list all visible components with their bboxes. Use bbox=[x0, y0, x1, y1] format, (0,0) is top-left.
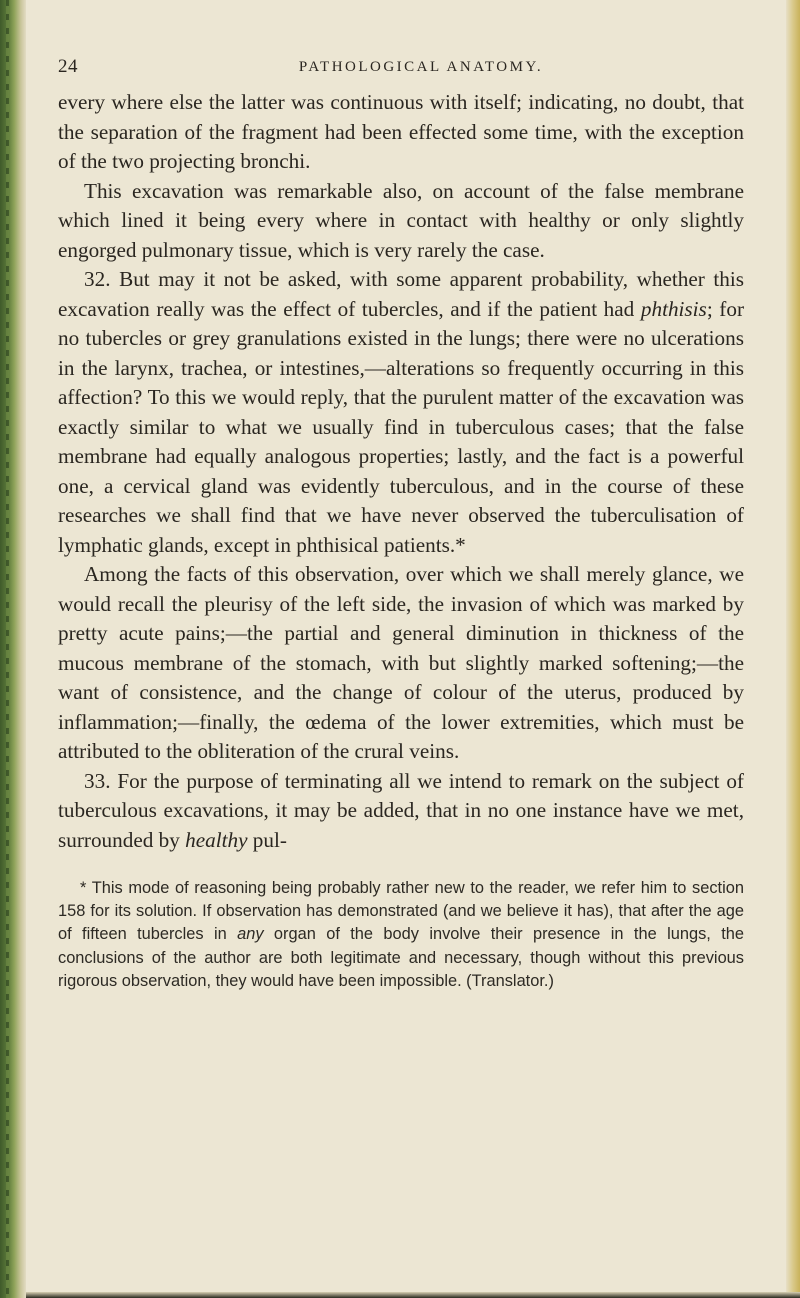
paragraph-section-33: 33. For the purpose of terminating all we intend to remark on the subject of tuberculous excavations, it may be added, that in no one instance have we met, surrounded by healthy pul- bbox=[58, 768, 744, 852]
book-binding-edge bbox=[0, 0, 26, 1298]
paragraph-continued: every where else the latter was continuous with itself; indicating, no doubt, that the separation of the fragment had been effected some time, with the exception of the two projecting bronchi. bbox=[58, 90, 744, 173]
paragraph-observation-facts: Among the facts of this observation, over which we shall merely glance, we would recall the pleurisy of the left side, the invasion of which was marked by pretty acute pains;—the partial and general diminution in thickness of the mucous membrane of the stomach, with but slightly marked softening;—the want of consistence, and the change of colour of the uterus, produced by inflammation;—finally, the œdema of the lower extremities, which must be attributed to the obliteration of the crural veins. bbox=[58, 562, 744, 763]
paragraph-excavation: This excavation was remarkable also, on account of the false membrane which lined it being every where in contact with healthy or only slightly engorged pulmonary tissue, which is very rarely the case. bbox=[58, 178, 744, 262]
emphasis-phthisis: phthisis bbox=[640, 296, 707, 321]
book-page bbox=[58, 56, 744, 993]
page-edge-bottom bbox=[26, 1292, 800, 1298]
emphasis-healthy: healthy bbox=[185, 827, 248, 852]
emphasis-any: any bbox=[237, 925, 264, 944]
page-edge-right bbox=[786, 0, 800, 1298]
footnote: * This mode of reasoning being probably rather new to the reader, we refer him to section 158 for its solution. If observation has demonstrated (and we believe it has), that after the age of fifteen tubercles in any organ of the body involve their presence in the lungs, the conclusions of the author are both legitimate and necessary, though without this previous rigorous observation, they would have been impossible. (Translator.) bbox=[58, 879, 744, 990]
paragraph-section-32: 32. But may it not be asked, with some apparent probability, whether this excavation really was the effect of tubercles, and if the patient had phthisis; for no tubercles or grey granulations existed in the lungs; there were no ulcerations in the larynx, trachea, or intestines,—alterations so frequently occurring in this affection? To this we would reply, that the purulent matter of the excavation was exactly similar to what we usually find in tuberculous cases; that the false membrane had equally analogous properties; lastly, and the fact is a powerful one, a cervical gland was evidently tuberculous, and in the course of these researches we shall find that we have never observed the tuberculisation of lymphatic glands, except in phthisical patients.* bbox=[58, 267, 744, 557]
running-title: PATHOLOGICAL ANATOMY. bbox=[298, 59, 544, 75]
body-text bbox=[58, 88, 744, 855]
page-number: 24 bbox=[58, 56, 78, 77]
